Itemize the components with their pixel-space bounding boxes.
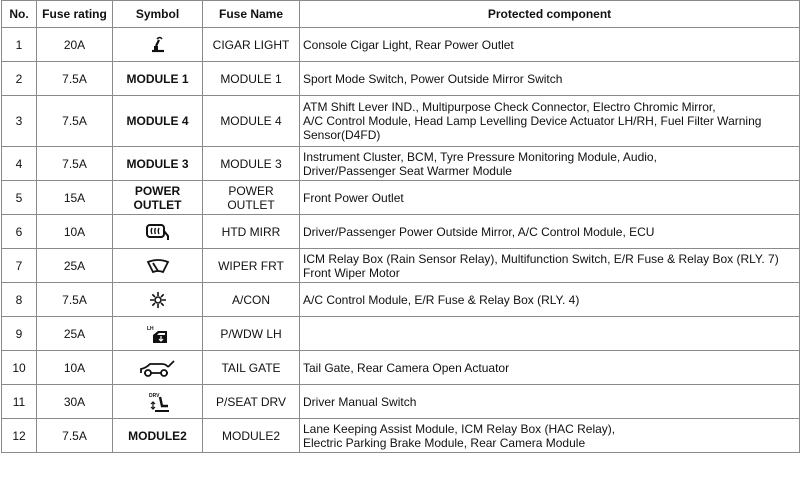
fuse-rating: 10A: [37, 351, 113, 385]
fuse-symbol: [113, 385, 203, 419]
symbol-text-line: POWER: [134, 183, 181, 198]
fuse-symbol-text: MODULE2: [113, 419, 203, 453]
fuse-name: P/SEAT DRV: [203, 385, 300, 419]
fuse-rating: 10A: [37, 215, 113, 249]
header-fuse-rating: Fuse rating: [37, 1, 113, 28]
fuse-symbol: [113, 283, 203, 317]
power-seat-driver-icon: [145, 391, 171, 413]
fuse-symbol-text: MODULE 4: [113, 96, 203, 147]
protected-component: [300, 215, 800, 249]
tail-gate-icon: [138, 358, 178, 378]
table-row: [2, 96, 800, 147]
fuse-no: 4: [2, 147, 37, 181]
fuse-rating: 25A: [37, 317, 113, 351]
fuse-symbol: [113, 28, 203, 62]
fuse-name: CIGAR LIGHT: [203, 28, 300, 62]
fuse-no: 1: [2, 28, 37, 62]
fuse-no: 11: [2, 385, 37, 419]
fuse-name-line: POWER: [228, 183, 274, 198]
header-protected-component: Protected component: [300, 1, 800, 28]
table-row: [2, 351, 800, 385]
fuse-rating: 7.5A: [37, 147, 113, 181]
protected-component: [300, 62, 800, 96]
fuse-no: 9: [2, 317, 37, 351]
fuse-no: 8: [2, 283, 37, 317]
protected-component: [300, 351, 800, 385]
protected-component: [300, 283, 800, 317]
component-line: ATM Shift Lever IND., Multipurpose Check Connector, Electro Chromic Mirror,: [303, 100, 716, 114]
fuse-no: 6: [2, 215, 37, 249]
table-row: [2, 62, 800, 96]
fuse-name: HTD MIRR: [203, 215, 300, 249]
fuse-rating: 7.5A: [37, 419, 113, 453]
protected-component: [300, 28, 800, 62]
fuse-no: 5: [2, 181, 37, 215]
header-no: No.: [2, 1, 37, 28]
protected-component: [300, 317, 800, 351]
fuse-rating: 7.5A: [37, 96, 113, 147]
fuse-rating: 25A: [37, 249, 113, 283]
component-line: Instrument Cluster, BCM, Tyre Pressure Monitoring Module, Audio,: [303, 149, 657, 164]
fuse-no: 12: [2, 419, 37, 453]
protected-component: [300, 96, 800, 147]
fuse-name: [203, 181, 300, 215]
fuse-rating: 15A: [37, 181, 113, 215]
component-line: Front Wiper Motor: [303, 265, 400, 280]
component-line: Lane Keeping Assist Module, ICM Relay Box (HAC Relay),: [303, 421, 616, 436]
power-window-lh-icon: [144, 323, 172, 345]
table-row: [2, 249, 800, 283]
component-line: Sport Mode Switch, Power Outside Mirror Switch: [303, 71, 563, 86]
fuse-rating: 30A: [37, 385, 113, 419]
fuse-name: A/CON: [203, 283, 300, 317]
fuse-symbol-text: MODULE 3: [113, 147, 203, 181]
fuse-symbol: [113, 317, 203, 351]
component-line: Driver/Passenger Power Outside Mirror, A/C Control Module, ECU: [303, 224, 655, 239]
fuse-symbol-text: [113, 181, 203, 215]
table-row: [2, 283, 800, 317]
icon-label-drv: DRV: [148, 392, 159, 399]
protected-component: [300, 249, 800, 283]
fuse-name: WIPER FRT: [203, 249, 300, 283]
fuse-name: MODULE 4: [203, 96, 300, 147]
fuse-name: TAIL GATE: [203, 351, 300, 385]
fuse-no: 7: [2, 249, 37, 283]
symbol-text-line: OUTLET: [133, 197, 182, 212]
heated-mirror-icon: [145, 222, 171, 242]
fuse-name: MODULE 1: [203, 62, 300, 96]
component-line: Console Cigar Light, Rear Power Outlet: [303, 37, 514, 52]
fuse-name: P/WDW LH: [203, 317, 300, 351]
front-wiper-icon: [146, 258, 170, 274]
component-line: A/C Control Module, Head Lamp Levelling Device Actuator LH/RH, Fuel Filter Warning: [303, 114, 762, 128]
fuse-no: 2: [2, 62, 37, 96]
component-line: Front Power Outlet: [303, 190, 404, 205]
fuse-name: MODULE 3: [203, 147, 300, 181]
table-row: [2, 147, 800, 181]
fuse-name: MODULE2: [203, 419, 300, 453]
air-conditioning-icon: [149, 291, 167, 309]
fuse-table: [1, 0, 800, 453]
table-row: [2, 181, 800, 215]
protected-component: [300, 419, 800, 453]
table-row: [2, 28, 800, 62]
fuse-symbol: [113, 351, 203, 385]
component-line: Sensor(D4FD): [303, 128, 381, 142]
component-line: A/C Control Module, E/R Fuse & Relay Box (RLY. 4): [303, 292, 580, 307]
fuse-no: 10: [2, 351, 37, 385]
protected-component: [300, 147, 800, 181]
component-line: Tail Gate, Rear Camera Open Actuator: [303, 360, 510, 375]
table-row: [2, 385, 800, 419]
table-row: [2, 317, 800, 351]
protected-component: [300, 181, 800, 215]
fuse-rating: 7.5A: [37, 62, 113, 96]
fuse-symbol: [113, 215, 203, 249]
table-row: [2, 419, 800, 453]
component-line: Electric Parking Brake Module, Rear Camera Module: [303, 435, 586, 450]
fuse-rating: 20A: [37, 28, 113, 62]
icon-label-lh: LH: [146, 325, 154, 332]
component-line: Driver/Passenger Seat Warmer Module: [303, 163, 512, 178]
fuse-symbol-text: MODULE 1: [113, 62, 203, 96]
protected-component: [300, 385, 800, 419]
fuse-name-line: OUTLET: [227, 197, 275, 212]
header-fuse-name: Fuse Name: [203, 1, 300, 28]
fuse-symbol: [113, 249, 203, 283]
table-row: [2, 215, 800, 249]
fuse-no: 3: [2, 96, 37, 147]
component-line: Driver Manual Switch: [303, 394, 417, 409]
header-symbol: Symbol: [113, 1, 203, 28]
component-line: ICM Relay Box (Rain Sensor Relay), Multifunction Switch, E/R Fuse & Relay Box (RLY. 7): [303, 251, 779, 266]
table-header-row: [2, 1, 800, 28]
fuse-rating: 7.5A: [37, 283, 113, 317]
cigar-lighter-icon: [148, 35, 168, 55]
